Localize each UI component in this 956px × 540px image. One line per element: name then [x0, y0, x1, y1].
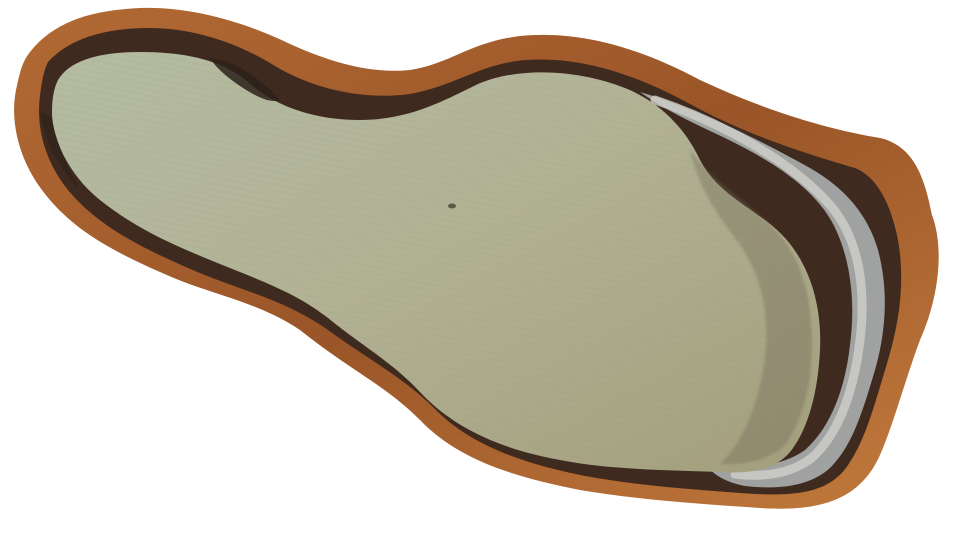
wood-knot	[448, 204, 456, 209]
